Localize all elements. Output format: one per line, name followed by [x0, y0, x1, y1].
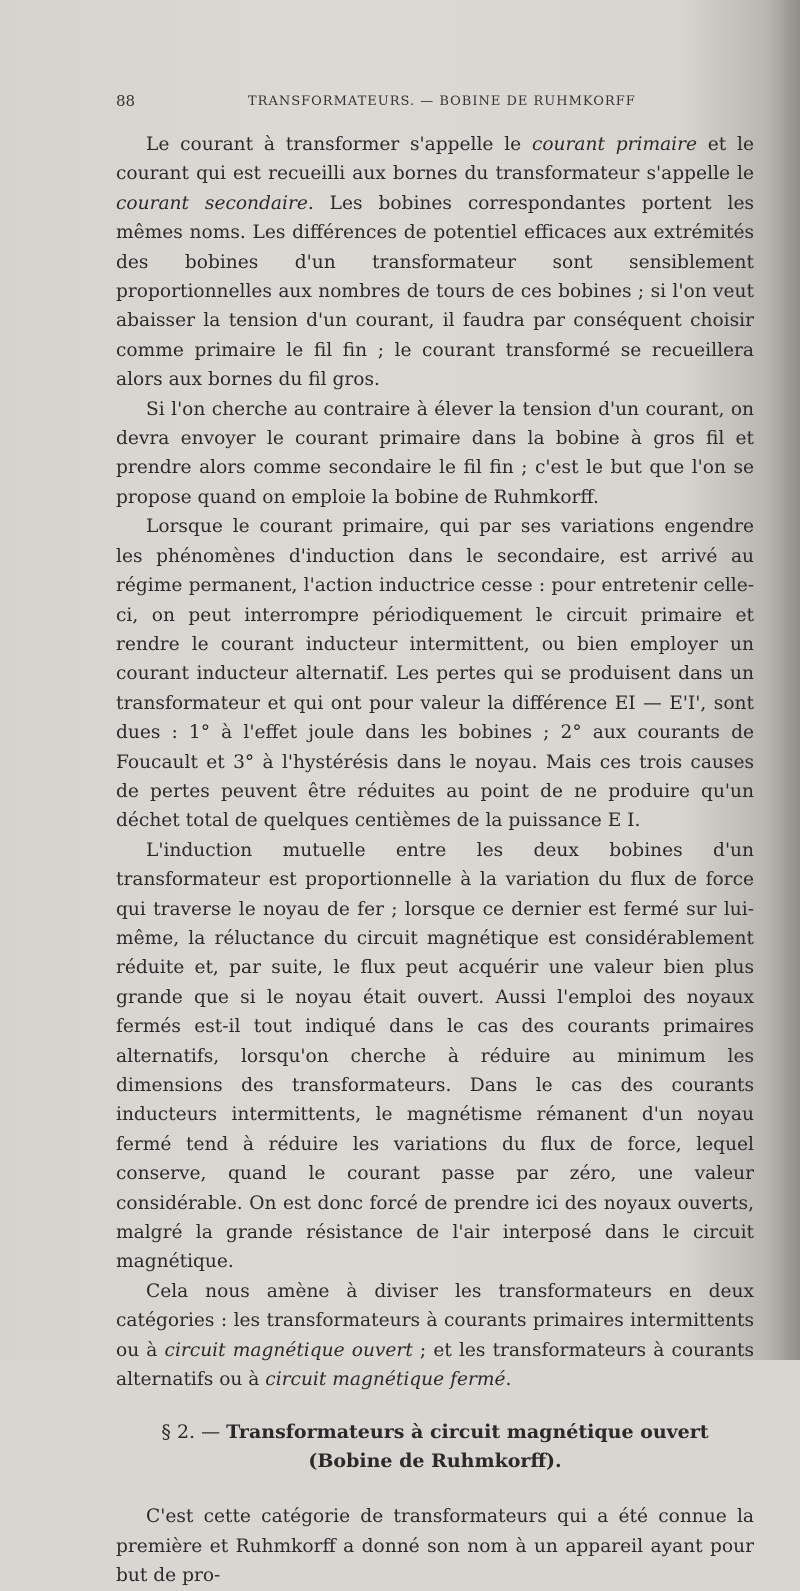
paragraph-5-text-a: Cela nous amène à diviser les transformateurs en deux catégories : les transformateurs à courants primaires intermittents ou à: [116, 1280, 754, 1361]
paragraph-3: Lorsque le courant primaire, qui par ses variations engendre les phénomènes d'induction dans le secondaire, est arrivé au régime permanent, l'action inductrice cesse : pour entretenir celle-ci, on peut interrompre périodiquement le circuit primaire et rendre le courant inducteur intermittent, ou bien employer un courant inducteur alternatif. Les pertes qui se produisent dans un transformateur et qui ont pour valeur la différence EI — E'I', sont dues : 1° à l'effet joule dans les bobines ; 2° aux courants de Foucault et 3° à l'hystérésis dans le noyau. Mais ces trois causes de pertes peuvent être réduites au point de ne produire qu'un déchet total de quelques centièmes de la puissance E I.: [116, 516, 754, 832]
page-number: 88: [116, 92, 136, 110]
paragraph-5: [116, 1277, 754, 1395]
running-head: TRANSFORMATEURS. — BOBINE DE RUHMKORFF: [248, 94, 636, 109]
paragraph-2: Si l'on cherche au contraire à élever la tension d'un courant, on devra envoyer le courant primaire dans la bobine à gros fil et prendre alors comme secondaire le fil fin ; c'est le but que l'on se propose quand on emploie la bobine de Ruhmkorff.: [116, 398, 754, 508]
section-number: § 2. —: [161, 1421, 227, 1444]
section-heading: [116, 1418, 754, 1476]
section-title: Transformateurs à circuit magnétique ouvert: [226, 1421, 709, 1444]
section-subtitle: (Bobine de Ruhmkorff).: [308, 1450, 562, 1473]
paragraph-4: L'induction mutuelle entre les deux bobines d'un transformateur est proportionnelle à la variation du flux de force qui traverse le noyau de fer ; lorsque ce dernier est fermé sur lui-même, la réluctance du circuit magnétique est considérablement réduite et, par suite, le flux peut acquérir une valeur bien plus grande que si le noyau était ouvert. Aussi l'emploi des noyaux fermés est-il tout indiqué dans le cas des courants primaires alternatifs, lorsqu'on cherche à réduire au minimum les dimensions des transformateurs. Dans le cas des courants inducteurs intermittents, le magnétisme rémanent d'un noyau fermé tend à réduire les variations du flux de force, lequel conserve, quand le courant passe par zéro, une valeur considérable. On est donc forcé de prendre ici des noyaux ouverts, malgré la grande résistance de l'air interposé dans le circuit magnétique.: [116, 839, 754, 1273]
page-body: [116, 130, 754, 1591]
paragraph-5-text-b: ; et les transformateurs à courants alternatifs ou à: [116, 1339, 754, 1391]
paragraph-1-text-b: et le courant qui est recueilli aux bornes du transformateur s'appelle le: [116, 134, 754, 185]
term-courant-primaire: courant primaire: [531, 134, 698, 155]
paragraph-6: C'est cette catégorie de transformateurs qui a été connue la première et Ruhmkorff a donné son nom à un appareil ayant pour but de pro-: [116, 1506, 754, 1587]
term-circuit-ouvert: circuit magnétique ouvert: [164, 1339, 413, 1361]
term-circuit-ferme: circuit magnétique fermé: [265, 1369, 506, 1391]
paragraph-1-text-c: . Les bobines correspondantes portent les mêmes noms. Les différences de potentiel efficaces aux extrémités des bobines d'un transformateur sont sensiblement proportionnelles aux nombres de tours de ces bobines ; si l'on veut abaisser la tension d'un courant, il faudra par conséquent choisir comme primaire le fil fin ; le courant transformé se recueillera alors aux bornes du fil gros.: [116, 192, 754, 391]
paragraph-1-text-a: Le courant à transformer s'appelle le: [146, 134, 532, 155]
paragraph-5-text-c: .: [505, 1369, 512, 1391]
paragraph-1: [116, 130, 754, 395]
term-courant-secondaire: courant secondaire: [116, 192, 308, 214]
